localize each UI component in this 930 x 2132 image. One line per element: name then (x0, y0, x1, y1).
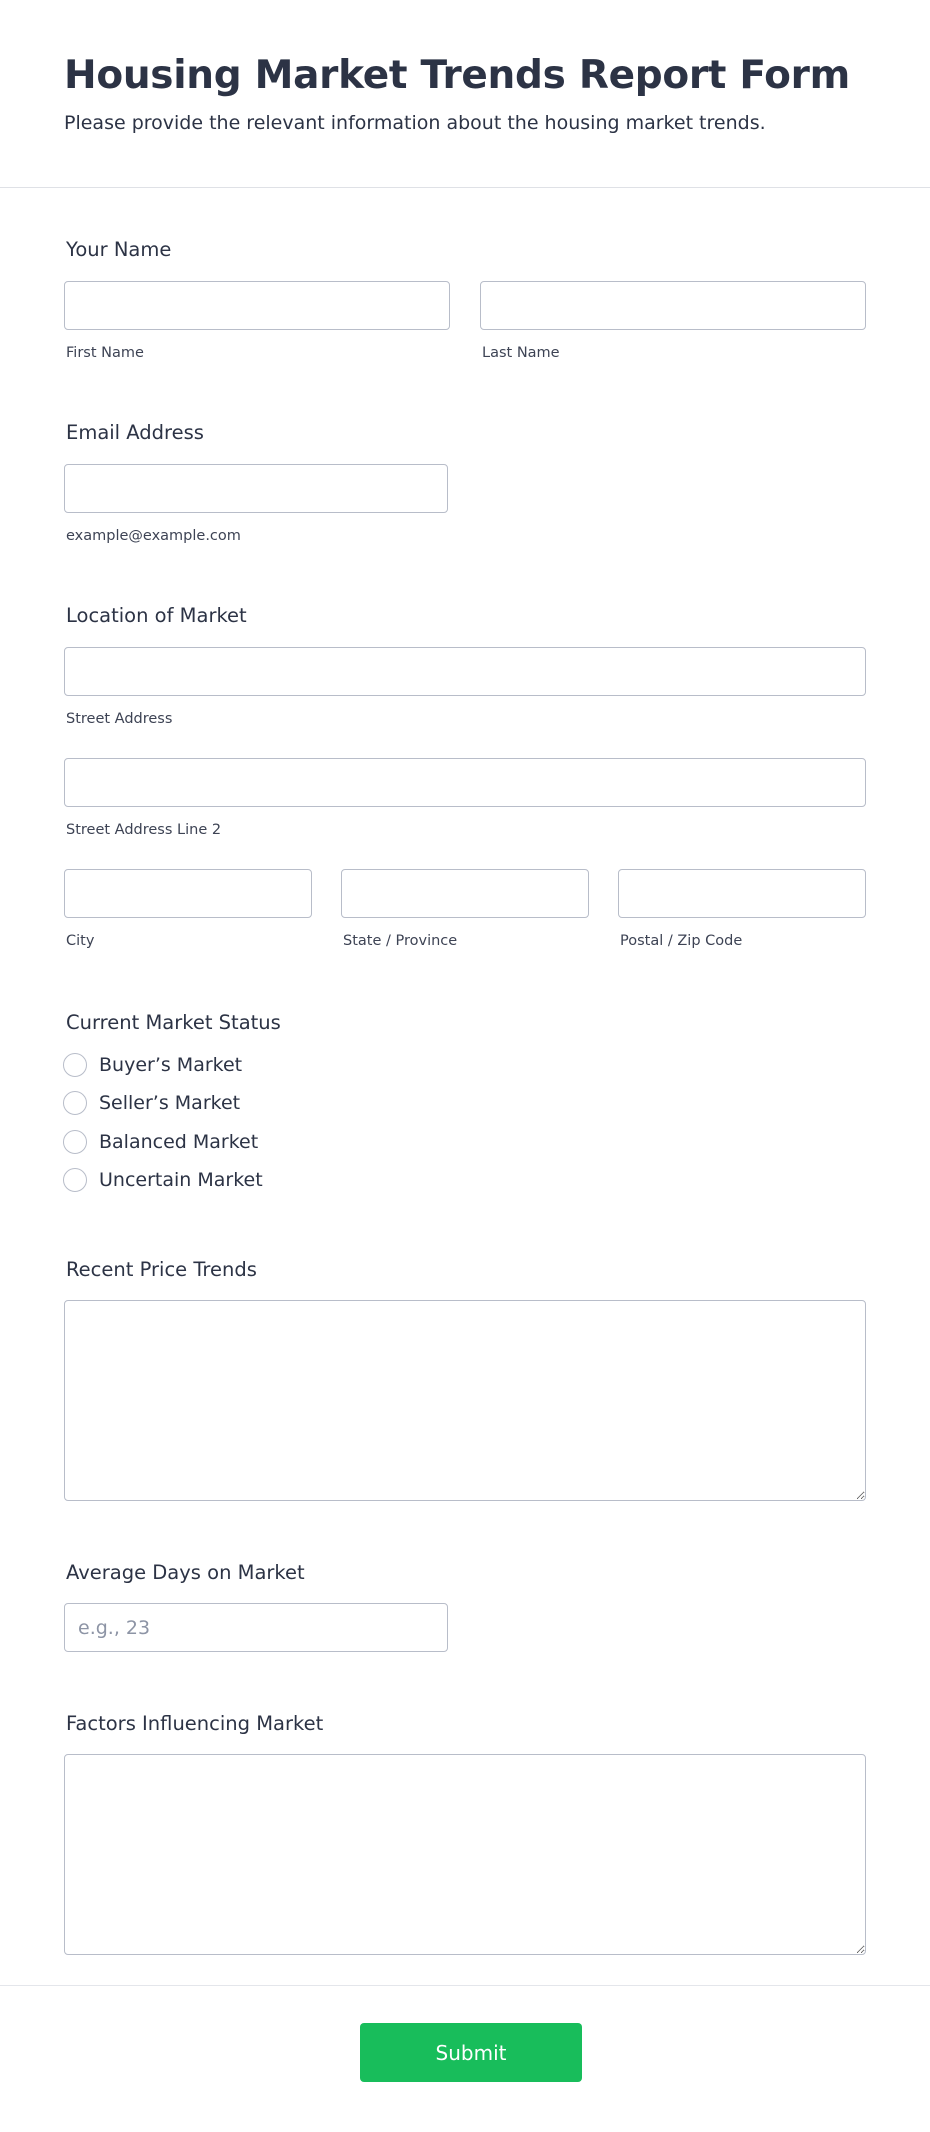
radio-option-label: Uncertain Market (99, 1169, 263, 1191)
radio-option-label: Balanced Market (99, 1131, 259, 1153)
city-input[interactable] (64, 869, 312, 918)
factors-label: Factors Influencing Market (66, 1712, 324, 1735)
street-address-sublabel: Street Address (66, 711, 173, 727)
radio-option-uncertain-market[interactable] (63, 1166, 263, 1194)
name-label: Your Name (66, 238, 172, 261)
first-name-input[interactable] (64, 281, 450, 330)
days-on-market-label: Average Days on Market (66, 1561, 305, 1584)
state-sublabel: State / Province (343, 933, 458, 949)
radio-option-balanced-market[interactable] (63, 1128, 258, 1156)
zip-input[interactable] (618, 869, 866, 918)
submit-button[interactable]: Submit (360, 2023, 582, 2082)
email-label: Email Address (66, 421, 204, 444)
last-name-input[interactable] (480, 281, 866, 330)
zip-sublabel: Postal / Zip Code (620, 933, 743, 949)
price-trends-textarea[interactable] (64, 1300, 866, 1501)
price-trends-label: Recent Price Trends (66, 1258, 257, 1281)
radio-circle-icon[interactable] (63, 1168, 87, 1192)
days-on-market-input[interactable] (64, 1603, 448, 1652)
market-status-label: Current Market Status (66, 1011, 281, 1034)
state-input[interactable] (341, 869, 589, 918)
street-address-line2-input[interactable] (64, 758, 866, 807)
last-name-sublabel: Last Name (482, 345, 560, 361)
form-title: Housing Market Trends Report Form (64, 53, 850, 98)
radio-option-buyers-market[interactable] (63, 1051, 242, 1079)
radio-circle-icon[interactable] (63, 1130, 87, 1154)
location-label: Location of Market (66, 604, 247, 627)
email-sublabel: example@example.com (66, 528, 241, 544)
footer-divider (0, 1985, 930, 1986)
radio-circle-icon[interactable] (63, 1053, 87, 1077)
email-input[interactable] (64, 464, 448, 513)
form-subtitle: Please provide the relevant information about the housing market trends. (64, 112, 766, 134)
radio-circle-icon[interactable] (63, 1091, 87, 1115)
factors-textarea[interactable] (64, 1754, 866, 1955)
street-address-line2-sublabel: Street Address Line 2 (66, 822, 222, 838)
radio-option-label: Seller’s Market (99, 1092, 241, 1114)
radio-option-sellers-market[interactable] (63, 1089, 240, 1117)
radio-option-label: Buyer’s Market (99, 1054, 243, 1076)
first-name-sublabel: First Name (66, 345, 144, 361)
street-address-input[interactable] (64, 647, 866, 696)
form-header (0, 0, 930, 188)
city-sublabel: City (66, 933, 95, 949)
